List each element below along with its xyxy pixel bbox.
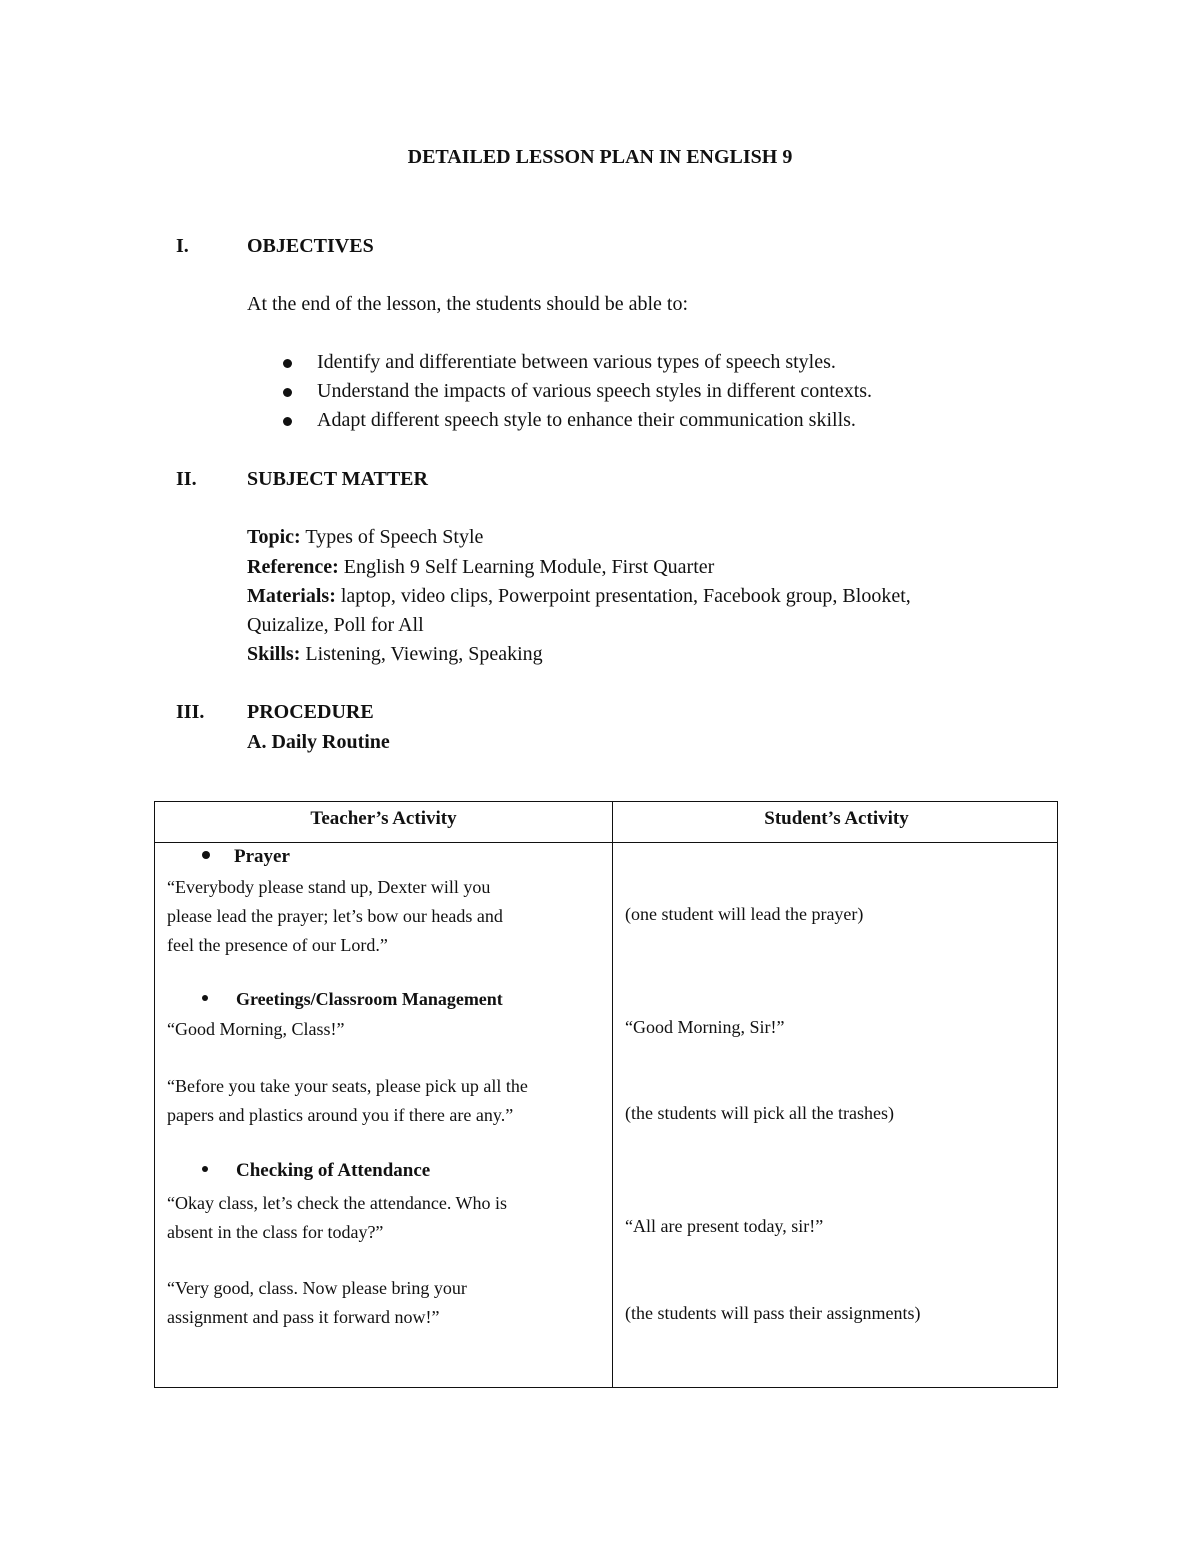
bullet-icon: [283, 388, 292, 397]
bullet-icon: [202, 851, 210, 859]
section-title-procedure: PROCEDURE: [247, 701, 374, 723]
materials-line: [247, 585, 911, 608]
objective-text: Identify and differentiate between various types of speech styles.: [317, 351, 836, 373]
bullet-icon: [202, 1166, 208, 1172]
reference-value: English 9 Self Learning Module, First Quarter: [343, 556, 715, 578]
bullet-icon: [283, 417, 292, 426]
materials-label: Materials:: [247, 585, 336, 607]
topic-value: Types of Speech Style: [305, 526, 484, 548]
activity-table: [154, 801, 1058, 1388]
attendance-heading: Checking of Attendance: [202, 1160, 430, 1182]
materials-value: laptop, video clips, Powerpoint presentation, Facebook group, Blooket,: [340, 585, 911, 607]
section-number-3: III.: [176, 701, 205, 723]
objective-text: Understand the impacts of various speech styles in different contexts.: [317, 380, 873, 402]
reference-label: Reference:: [247, 556, 339, 578]
cleanup-student-text: (the students will pick all the trashes): [625, 1103, 894, 1123]
header-student-activity: Student’s Activity: [764, 808, 909, 829]
skills-value: Listening, Viewing, Speaking: [305, 643, 543, 665]
assignment-student-text: (the students will pass their assignments): [625, 1303, 921, 1323]
objective-text: Adapt different speech style to enhance their communication skills.: [317, 409, 856, 431]
topic-label: Topic:: [247, 526, 301, 548]
topic-line: [247, 526, 483, 549]
section-number-2: II.: [176, 468, 197, 490]
section-title-objectives: OBJECTIVES: [247, 235, 374, 257]
reference-line: [247, 556, 714, 579]
bullet-icon: [202, 995, 208, 1001]
attendance-teacher-text: “Okay class, let’s check the attendance. Who is absent in the class for today?”: [167, 1193, 508, 1242]
subsection-daily-routine: A. Daily Routine: [247, 731, 390, 753]
prayer-student-text: (one student will lead the prayer): [625, 904, 864, 924]
header-teacher-activity: Teacher’s Activity: [310, 808, 457, 829]
document-title: DETAILED LESSON PLAN IN ENGLISH 9: [407, 146, 793, 168]
greetings-teacher-text: “Good Morning, Class!”: [167, 1019, 345, 1039]
section-title-subject-matter: SUBJECT MATTER: [247, 468, 428, 490]
materials-line-2: Quizalize, Poll for All: [247, 614, 424, 636]
bullet-icon: [283, 359, 292, 368]
skills-line: [247, 643, 543, 666]
prayer-heading: Prayer: [202, 846, 290, 868]
attendance-student-text: “All are present today, sir!”: [625, 1216, 824, 1236]
greetings-student-text: “Good Morning, Sir!”: [625, 1017, 785, 1037]
greetings-heading: Greetings/Classroom Management: [202, 989, 503, 1010]
objectives-intro: At the end of the lesson, the students should be able to:: [247, 293, 689, 315]
prayer-teacher-text: “Everybody please stand up, Dexter will you please lead the prayer; let’s bow our heads and feel the presence of our Lord.”: [167, 877, 503, 955]
cleanup-teacher-text: “Before you take your seats, please pick up all the papers and plastics around you if there are any.”: [167, 1076, 528, 1125]
table-column-divider: [612, 802, 613, 1387]
section-number-1: I.: [176, 235, 189, 257]
skills-label: Skills:: [247, 643, 301, 665]
assignment-teacher-text: “Very good, class. Now please bring your assignment and pass it forward now!”: [167, 1278, 467, 1327]
table-header-divider: [155, 842, 1057, 843]
